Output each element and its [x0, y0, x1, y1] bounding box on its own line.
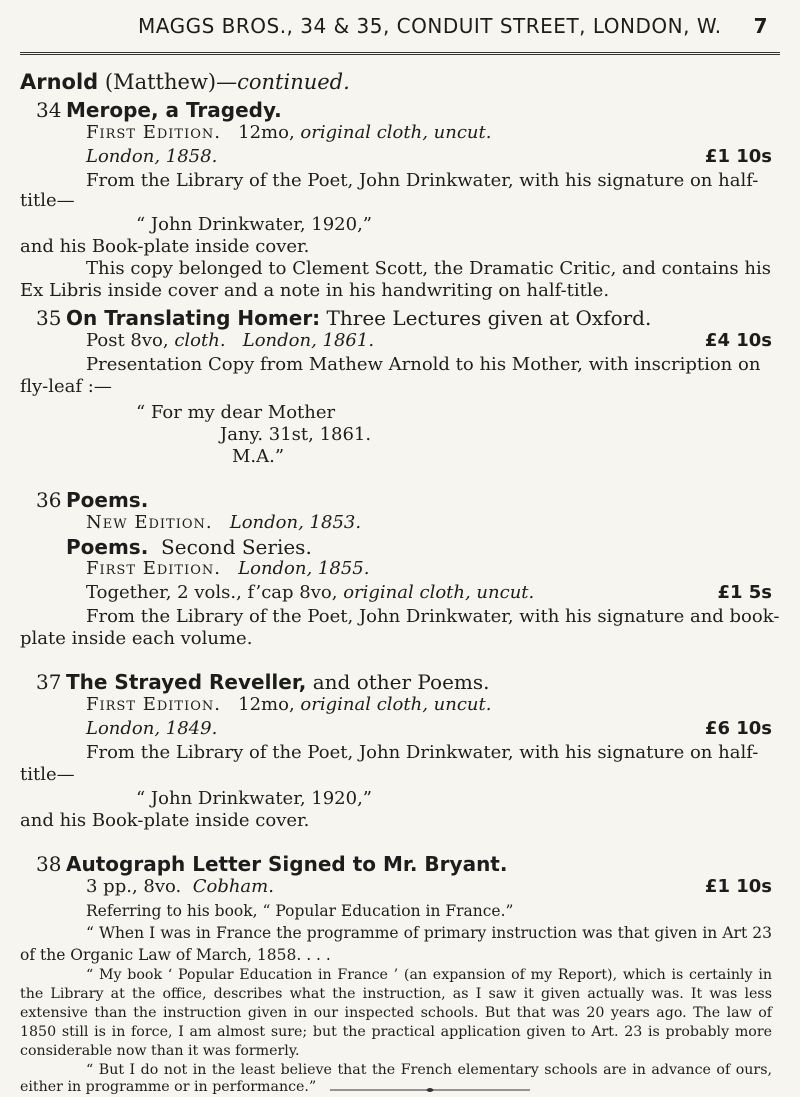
- letter-summary: Referring to his book, “ Popular Education in France.”: [86, 902, 514, 920]
- entry-quote-line-1: “ For my dear Mother: [136, 402, 336, 423]
- entry-details: Post 8vo, cloth. London, 1861.: [86, 330, 375, 351]
- letter-quote-2: “ My book ‘ Popular Education in France ’ (an expansion of my Report), which is certainly in the Library at the office, describes what the instruction, as I saw it given actually was. It was less extensive than the instruction given in our inspected schools. But that was 20 years ago. The law of 1850 still is in force, I am almost sure; but the practical application given to Art. 23 is probably more considerable now than it was formerly.: [20, 967, 772, 1059]
- letter-quote-1: “ When I was in France the programme of primary instruction was that given in Art 23 of the Organic Law of March, 1858. . . .: [20, 924, 772, 964]
- entry-edition-1: New Edition. London, 1853.: [86, 512, 362, 533]
- page-number: 7: [753, 14, 768, 38]
- entry-quote-line-3: M.A.”: [232, 446, 285, 467]
- entry-note: From the Library of the Poet, John Drinkwater, with his signature on half-: [86, 742, 759, 763]
- entry-note-cont: fly-leaf :—: [20, 376, 112, 397]
- entry-title: Merope, a Tragedy.: [66, 98, 282, 122]
- entry-price: £4 10s: [704, 330, 772, 351]
- continued-label: —continued.: [216, 70, 350, 94]
- entry-price: £1 10s: [704, 146, 772, 167]
- entry-number: 36: [36, 488, 62, 512]
- entry-note-3-cont: Ex Libris inside cover and a note in his handwriting on half-title.: [20, 280, 610, 301]
- section-heading: [20, 70, 350, 94]
- entry-details: Together, 2 vols., f’cap 8vo, original cloth, uncut.: [86, 582, 535, 603]
- entry-note-2: and his Book-plate inside cover.: [20, 810, 310, 831]
- entry-title: Poems.: [66, 488, 149, 512]
- header-rule: [20, 52, 780, 55]
- entry-note-3: This copy belonged to Clement Scott, the Dramatic Critic, and contains his: [86, 258, 771, 279]
- entry-quote: “ John Drinkwater, 1920,”: [136, 214, 373, 235]
- entry-number: 38: [36, 852, 62, 876]
- author-name: Arnold: [20, 70, 99, 94]
- entry-number: 37: [36, 670, 62, 694]
- entry-price: £1 5s: [717, 582, 772, 603]
- entry-note-cont: plate inside each volume.: [20, 628, 253, 649]
- entry-title-2: Poems. Second Series.: [66, 535, 312, 559]
- letter-quote-3: “ But I do not in the least believe that the French elementary schools are in advance of ours, either in programme or in performance.”: [20, 1062, 772, 1095]
- entry-quote-line-2: Jany. 31st, 1861.: [220, 424, 372, 445]
- entry-note-cont: title—: [20, 190, 75, 211]
- entry-note-cont: title—: [20, 764, 75, 785]
- entry-place: London, 1849.: [86, 718, 218, 739]
- entry-note: From the Library of the Poet, John Drinkwater, with his signature and book-: [86, 606, 780, 627]
- entry-note-2: and his Book-plate inside cover.: [20, 236, 310, 257]
- ornamental-rule-icon: [330, 1086, 530, 1094]
- entry-price: £1 10s: [704, 876, 772, 897]
- entry-title: The Strayed Reveller, and other Poems.: [66, 670, 490, 694]
- entry-place: London, 1858.: [86, 146, 218, 167]
- entry-number: 35: [36, 306, 62, 330]
- entry-number: 34: [36, 98, 62, 122]
- entry-quote: “ John Drinkwater, 1920,”: [136, 788, 373, 809]
- entry-price: £6 10s: [704, 718, 772, 739]
- entry-title: Autograph Letter Signed to Mr. Bryant.: [66, 852, 508, 876]
- entry-details: First Edition. 12mo, original cloth, uncut.: [86, 122, 492, 143]
- entry-details: First Edition. 12mo, original cloth, uncut.: [86, 694, 492, 715]
- author-full: (Matthew): [104, 70, 217, 94]
- entry-edition-2: First Edition. London, 1855.: [86, 558, 370, 579]
- entry-note: Presentation Copy from Mathew Arnold to his Mother, with inscription on: [86, 354, 761, 375]
- entry-note: From the Library of the Poet, John Drinkwater, with his signature on half-: [86, 170, 759, 191]
- page-header: [138, 14, 768, 38]
- entry-title: On Translating Homer: Three Lectures given at Oxford.: [66, 306, 652, 330]
- entry-details: 3 pp., 8vo. Cobham.: [86, 876, 274, 897]
- header-title: MAGGS BROS., 34 & 35, CONDUIT STREET, LONDON, W.: [138, 14, 722, 38]
